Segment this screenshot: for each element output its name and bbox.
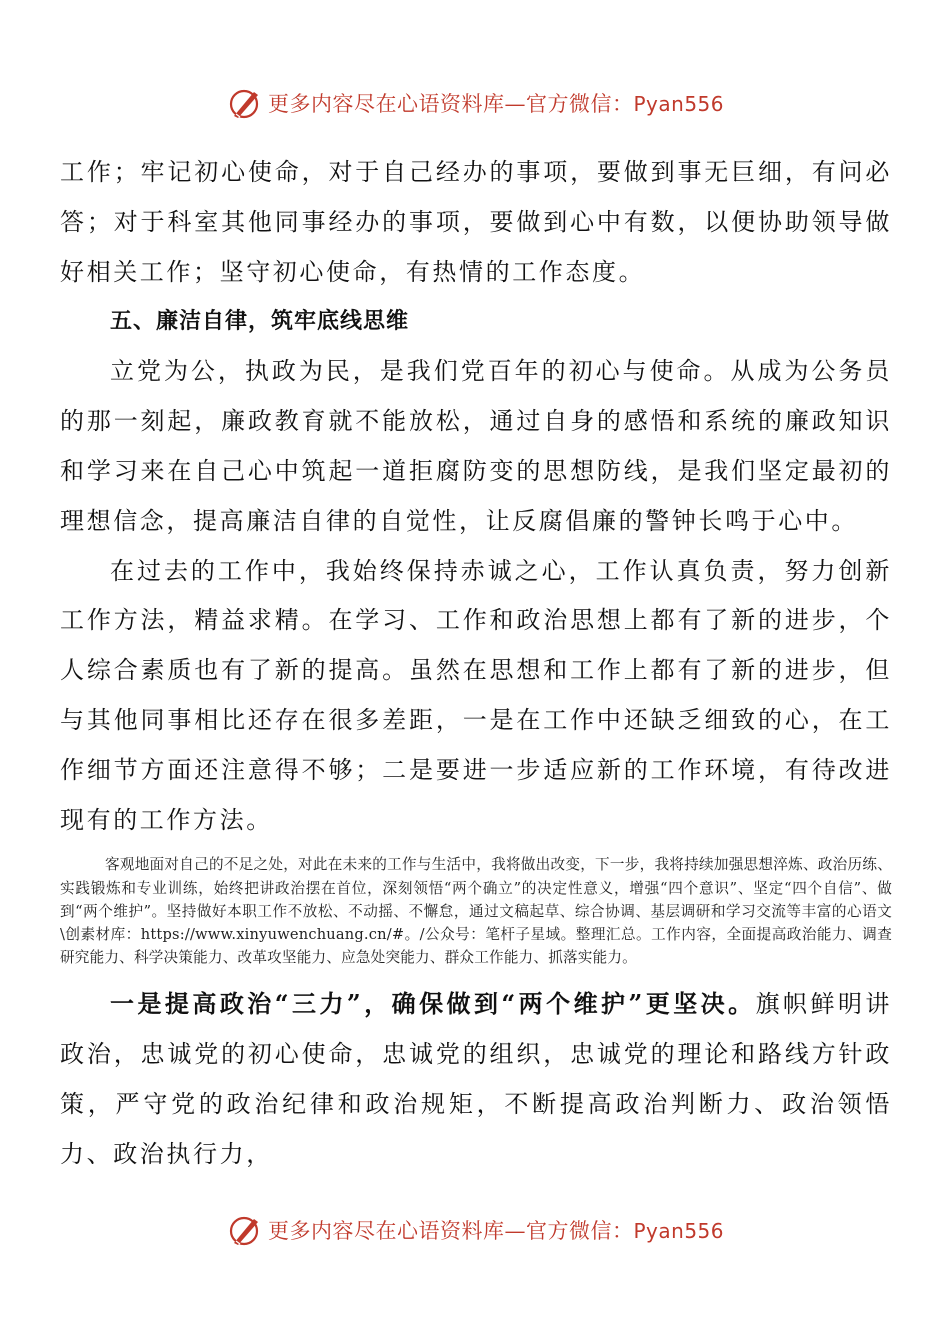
banner-text: 更多内容尽在心语资料库—官方微信：Pyan556	[268, 1219, 725, 1243]
banner-text: 更多内容尽在心语资料库—官方微信：Pyan556	[268, 92, 725, 116]
paragraph-3: 在过去的工作中，我始终保持赤诚之心，工作认真负责，努力创新工作方法，精益求精。在学习、工作和政治思想上都有了新的进步，个人综合素质也有了新的提高。虽然在思想和工作上都有了新的进步，但与其他同事相比还存在很多差距，一是在工作中还缺乏细致的心，在工作细节方面还注意得不够；二是要进一步适应新的工作环境，有待改进现有的工作方法。	[60, 556, 892, 834]
header-banner	[228, 83, 724, 123]
document-body	[60, 148, 892, 1180]
paragraph-1: 工作；牢记初心使命，对于自己经办的事项，要做到事无巨细，有问必答；对于科室其他同事经办的事项，要做到心中有数，以便协助领导做好相关工作；坚守初心使命，有热情的工作态度。	[60, 158, 892, 286]
paragraph-2: 立党为公，执政为民，是我们党百年的初心与使命。从成为公务员的那一刻起，廉政教育就不能放松，通过自身的感悟和系统的廉政知识和学习来在自己心中筑起一道拒腐防变的思想防线，是我们坚定最初的理想信念，提高廉洁自律的自觉性，让反腐倡廉的警钟长鸣于心中。	[60, 357, 892, 535]
small-paragraph: 客观地面对自己的不足之处，对此在未来的工作与生活中，我将做出改变，下一步，我将持续加强思想淬炼、政治历练、实践锻炼和专业训练，始终把讲政治摆在首位，深刻领悟“两个确立”的决定性意义，增强“四个意识”、坚定“四个自信”、做到“两个维护”。坚持做好本职工作不放松、不动摇、不懈怠，通过文稿起草、综合协调、基层调研和学习交流等丰富的心语文\创素材库：https://www.xinyuwenchuang.cn/#。/公众号：笔杆子星域。整理汇总。工作内容，全面提高政治能力、调查研究能力、科学决策能力、改革攻坚能力、应急处突能力、群众工作能力、抓落实能力。	[60, 856, 892, 967]
paragraph-4-lead: 一是提高政治“三力”，确保做到“两个维护”更坚决。	[110, 989, 756, 1019]
pen-logo-icon	[228, 1213, 262, 1247]
footer-banner	[228, 1210, 724, 1250]
paragraph-4	[60, 979, 892, 1179]
pen-logo-icon	[228, 86, 262, 120]
section-heading-5: 五、廉洁自律，筑牢底线思维	[110, 309, 410, 335]
paragraph-4-text: 旗帜鲜明讲政治，忠诚党的初心使命，忠诚党的组织，忠诚党的理论和路线方针政策，严守党的政治纪律和政治规矩，不断提高政治判断力、政治领悟力、政治执行力，	[60, 990, 893, 1168]
